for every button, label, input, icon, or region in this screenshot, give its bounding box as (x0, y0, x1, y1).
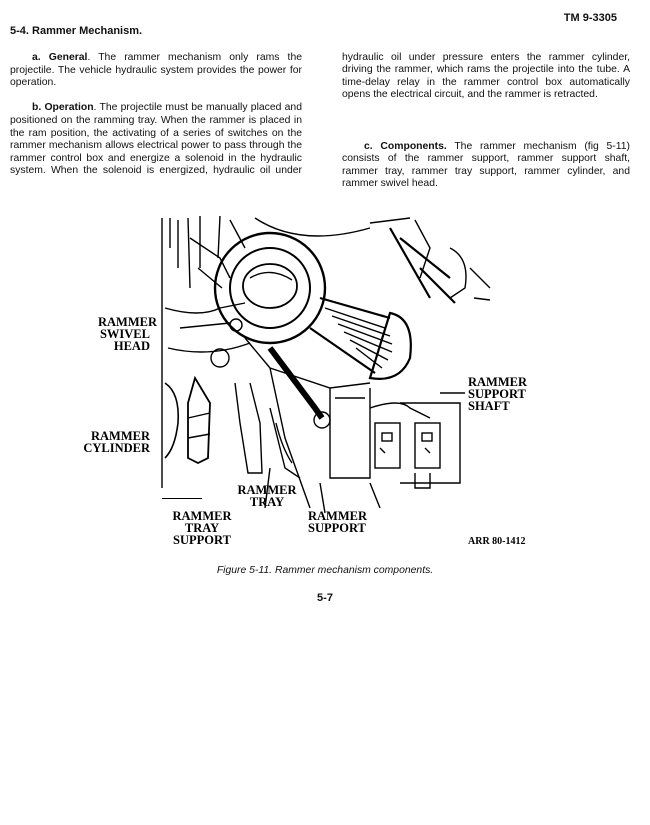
callout-line: RAMMER (237, 483, 297, 497)
paragraph-text-operation: . The projectile must be manually placed and positioned on the ramming tray. When the rammer is placed in the ram position, the activating of a series of switches on the rammer mechanism allows electrical power to pass through the rammer control box and energize a solenoid in the hydraulic system. When the solenoid is energized, hydraulic oil under (10, 102, 302, 177)
callout-line: TRAY (184, 521, 220, 535)
section-title: 5-4. Rammer Mechanism. (10, 25, 143, 37)
paragraph-text-components: The rammer mechanism (fig 5-11) consists of the rammer support, rammer support shaft, rammer tray, rammer tray support, rammer cylinder, and rammer swivel head. (342, 140, 630, 190)
paragraph-operation-flow (342, 52, 630, 102)
callout-line: RAMMER (468, 375, 528, 389)
callout-line: SWIVEL (99, 327, 150, 341)
callout-rammer-support-shaft (468, 376, 540, 412)
callout-rammer-support (308, 510, 378, 534)
paragraph-text-operation-mirror: hydraulic oil under pressure enters the rammer cylinder, driving the rammer, which rams the projectile into the tube. A time-delay relay in the rammer control box automatically opens the electrical circuit, and the rammer is retracted. (342, 52, 630, 101)
callout-line: RAMMER (90, 429, 150, 443)
figure-caption: Figure 5-11. Rammer mechanism components. (216, 565, 434, 576)
callout-line: RAMMER (172, 509, 232, 523)
rammer-mechanism-figure (70, 208, 550, 568)
callout-line: SUPPORT (308, 521, 366, 535)
paragraph-lead-operation: b. Operation (32, 102, 94, 114)
callout-line: RAMMER (308, 509, 368, 523)
paragraph-components (342, 141, 630, 191)
callout-line: SUPPORT (173, 533, 231, 547)
page-number: 5-7 (317, 592, 333, 604)
document-id: TM 9-3305 (563, 12, 617, 24)
paragraph-text-general: . The rammer mechanism only rams the projectile. The vehicle hydraulic system provides the power for operation. (10, 52, 302, 89)
figure-image-id: ARR 80-1412 (468, 536, 526, 547)
callout-line: TRAY (249, 495, 285, 509)
paragraph-operation-continued (342, 52, 630, 128)
paragraph-general (10, 52, 302, 90)
callout-rammer-cylinder (78, 430, 150, 454)
paragraph-lead-components: c. Components. (364, 140, 447, 152)
callout-line: SHAFT (468, 399, 510, 413)
callout-line: CYLINDER (83, 441, 150, 455)
paragraph-lead-general: a. General (32, 52, 88, 63)
callout-line: RAMMER (98, 315, 158, 329)
text-column-right (342, 52, 630, 204)
callout-rammer-tray-support (170, 510, 234, 546)
callout-rammer-tray (235, 484, 299, 508)
callout-line: HEAD (113, 339, 150, 353)
callout-line: SUPPORT (468, 387, 526, 401)
paragraph-operation (10, 102, 302, 178)
text-column-left (10, 52, 302, 178)
callout-rammer-swivel-head (98, 315, 158, 353)
